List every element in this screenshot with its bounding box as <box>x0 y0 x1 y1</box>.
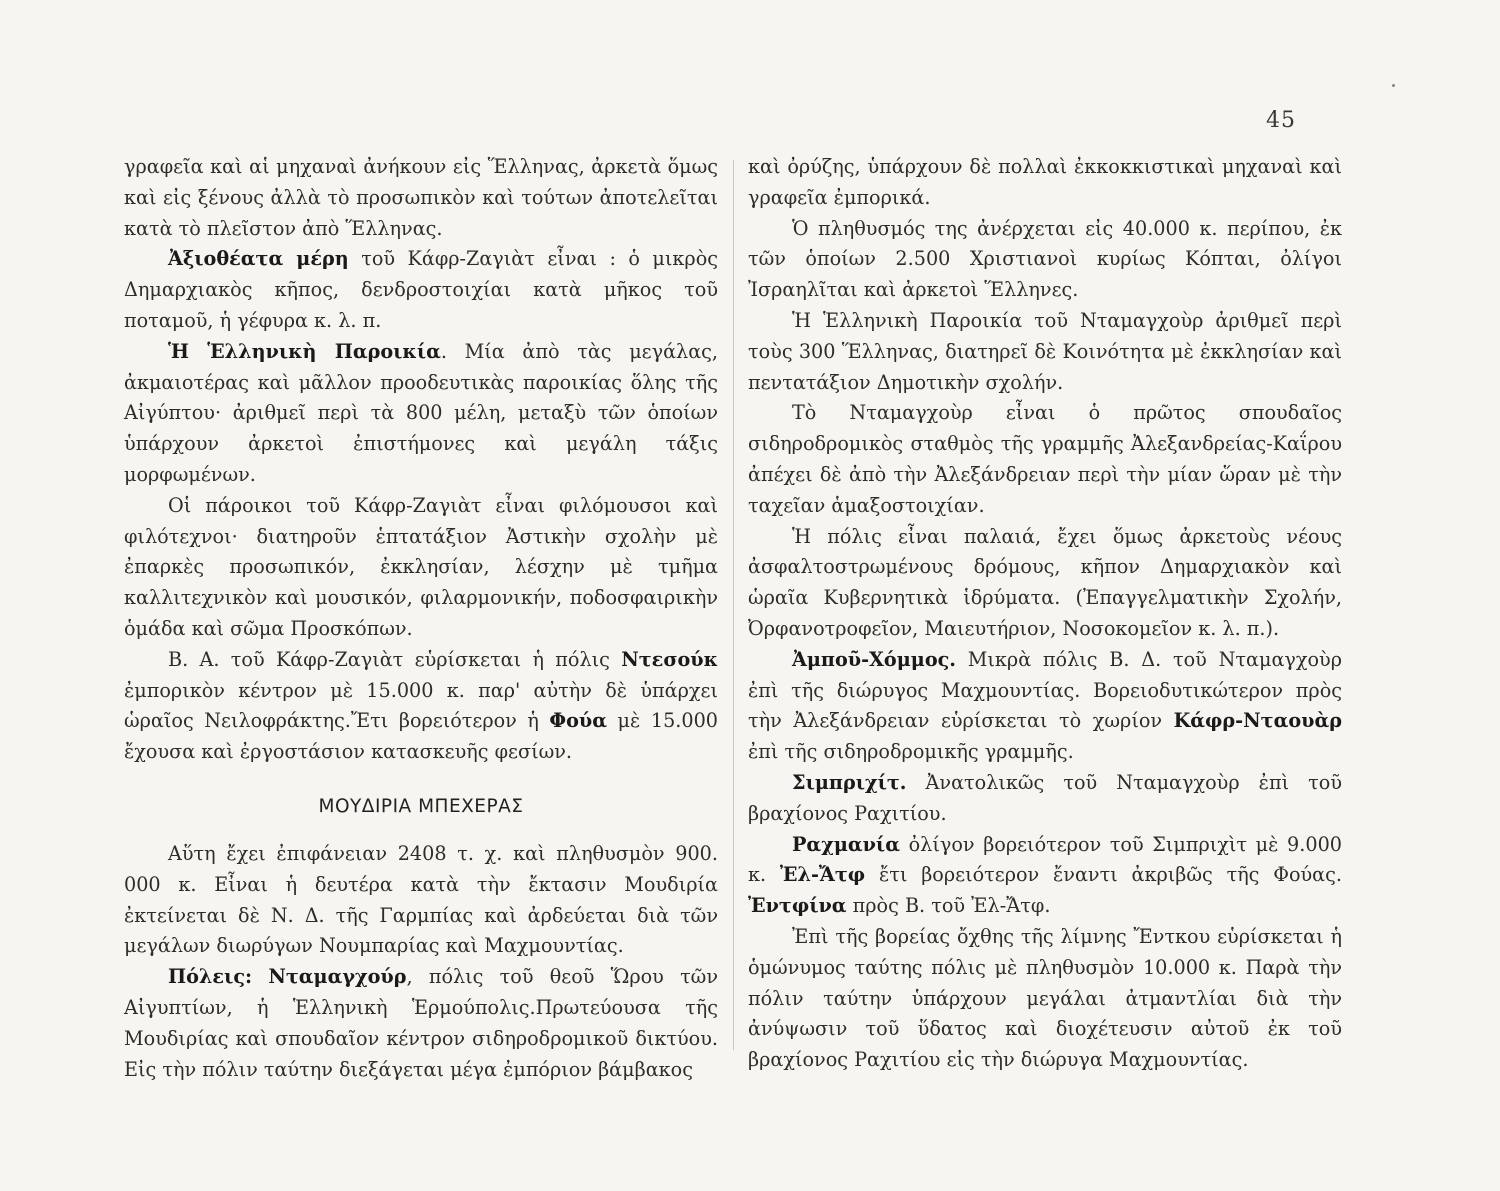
right-p8-bold-2: Ἐλ-Ἄτφ <box>779 863 866 887</box>
right-p6-bold-1: Ἀμποῦ-Χόμμος. <box>792 647 956 671</box>
right-column <box>748 152 1342 1076</box>
right-p8-text-a: ὀλίγον βορειότερον τοῦ Σιμπριχὶτ μὲ 9.000 κ. <box>748 832 1342 887</box>
right-p2-text: Ὁ πληθυσμός της ἀνέρχεται εἰς 40.000 κ. περίπου, ἐκ τῶν ὁποίων 2.500 Χριστιανοὶ κυρίως Κόπται, ὀλίγοι Ἰσραηλῖται καὶ ἀρκετοὶ Ἕλληνες. <box>748 216 1342 302</box>
left-paragraph-3 <box>124 337 718 491</box>
left-column <box>124 152 718 1085</box>
left-p7-text-a <box>252 965 268 988</box>
left-p4-text: Οἱ πάροικοι τοῦ Κάφρ-Ζαγιὰτ εἶναι φιλόμουσοι καὶ φιλότεχνοι· διατηροῦν ἑπτατάξιον Ἀστικὴν σχολὴν μὲ ἐπαρκὲς προσωπικόν, ἐκκλησίαν, λέσχην μὲ τμῆμα καλλιτεχνικὸν καὶ μουσικόν, φιλαρμονικήν, ποδοσφαιρικὴν ὁμάδα καὶ σῶμα Προσκόπων. <box>124 493 718 640</box>
left-p5-text-c: μὲ 15.000 ἔχουσα καὶ ἐργοστάσιον κατασκευῆς φεσίων. <box>124 709 718 764</box>
left-p5-bold-2: Φούα <box>549 709 608 733</box>
left-p5-bold-1: Ντεσούκ <box>621 647 718 671</box>
section-heading: ΜΟΥΔΙΡΙΑ ΜΠΕΧΕΡΑΣ <box>318 795 524 817</box>
right-paragraph-1 <box>748 152 1342 214</box>
right-p8-bold-3: Ἐντφίνα <box>748 894 847 918</box>
left-p2-bold: Ἀξιοθέατα μέρη <box>168 247 349 271</box>
left-paragraph-5 <box>124 645 718 768</box>
right-p5-text: Ἡ πόλις εἶναι παλαιά, ἔχει ὅμως ἀρκετοὺς νέους ἀσφαλτοστρωμένους δρόμους, κῆπον Δημαρχιακὸν καὶ ὡραῖα Κυβερνητικὰ ἱδρύματα. (Ἐπαγγελματικὴν Σχολήν, Ὀρφανοτροφεῖον, Μαιευτήριον, Νοσοκομεῖον κ. λ. π.). <box>748 524 1342 640</box>
left-paragraph-6 <box>124 839 718 962</box>
right-paragraph-7 <box>748 768 1342 830</box>
right-p6-bold-2: Κάφρ-Νταουὰρ <box>1173 709 1342 733</box>
left-paragraph-1 <box>124 152 718 244</box>
print-speck <box>1392 84 1395 87</box>
left-p5-text-b: ἐμπορικὸν κέντρον μὲ 15.000 κ. παρ' αὐτὴν δὲ ὑπάρχει ὡραῖος Νειλοφράκτης.Ἔτι βορειότερον ἡ <box>124 678 718 733</box>
right-paragraph-5 <box>748 522 1342 645</box>
left-p5-text-a: Β. Α. τοῦ Κάφρ-Ζαγιὰτ εὑρίσκεται ἡ πόλις <box>168 647 622 671</box>
right-paragraph-9 <box>748 922 1342 1076</box>
right-p8-text-c: πρὸς Β. τοῦ Ἐλ-Ἄτφ. <box>846 894 1051 918</box>
column-divider <box>733 160 734 1050</box>
left-p6-text: Αὕτη ἔχει ἐπιφάνειαν 2408 τ. χ. καὶ πληθυσμὸν 900. 000 κ. Εἶναι ἡ δευτέρα κατὰ τὴν ἔκτασιν Μουδιρία ἐκτείνεται δὲ Ν. Δ. τῆς Γαρμπίας καὶ ἀρδεύεται διὰ τῶν μεγάλων διωρύγων Νουμπαρίας καὶ Μαχμουντίας. <box>124 841 718 958</box>
left-p7-text-b: , πόλις τοῦ θεοῦ Ὥρου τῶν Αἰγυπτίων, ἡ Ἑλληνικὴ Ἑρμούπολις.Πρωτεύουσα τῆς Μουδιρίας καὶ σπουδαῖον κέντρον σιδηροδρομικοῦ δικτύου. Εἰς τὴν πόλιν ταύτην διεξάγεται μέγα ἐμπόριον βάμβακος <box>124 965 718 1081</box>
left-paragraph-2 <box>124 244 718 336</box>
right-p6-text-a: Μικρὰ πόλις Β. Δ. τοῦ Νταμαγχοὺρ ἐπὶ τῆς διώρυγος Μαχμουντίας. Βορειοδυτικώτερον πρὸς τὴν Ἀλεξάνδρειαν εὑρίσκεται τὸ χωρίον <box>748 647 1342 733</box>
right-paragraph-6 <box>748 645 1342 768</box>
right-p6-text-b: ἐπὶ τῆς σιδηροδρομικῆς γραμμῆς. <box>748 740 1074 764</box>
left-paragraph-7 <box>124 962 718 1085</box>
left-p7-bold-2: Νταμαγχούρ <box>268 965 407 989</box>
left-p3-bold: Ἡ Ἑλληνικὴ Παροικία <box>168 339 441 363</box>
left-p1-text: γραφεῖα καὶ αἱ μηχαναὶ ἀνήκουν εἰς Ἕλληνας, ἀρκετὰ ὅμως καὶ εἰς ξένους ἀλλὰ τὸ προσωπικὸν καὶ τούτων ἀποτελεῖται κατὰ τὸ πλεῖστον ἀπὸ Ἕλληνας. <box>124 155 718 240</box>
left-paragraph-4 <box>124 491 718 645</box>
right-p8-text-b: ἔτι βορειότερον ἔναντι ἀκριβῶς τῆς Φούας. <box>865 863 1342 887</box>
left-p2-text: τοῦ Κάφρ-Ζαγιὰτ εἶναι : ὁ μικρὸς Δημαρχιακὸς κῆπος, δενδροστοιχίαι κατὰ μῆκος τοῦ ποταμοῦ, ἡ γέφυρα κ. λ. π. <box>124 247 718 332</box>
right-p8-bold-1: Ραχμανία <box>792 832 900 856</box>
right-p9-text: Ἐπὶ τῆς βορείας ὄχθης τῆς λίμνης Ἔντκου εὑρίσκεται ἡ ὁμώνυμος ταύτης πόλις μὲ πληθυσμὸν 10.000 κ. Παρὰ τὴν πόλιν ταύτην ὑπάρχουν μεγάλαι ἀτμαντλίαι διὰ τὴν ἀνύψωσιν τοῦ ὕδατος καὶ διοχέτευσιν αὐτοῦ ἐκ τοῦ βραχίονος Ραχιτίου εἰς τὴν διώρυγα Μαχμουντίας. <box>748 924 1342 1072</box>
right-paragraph-4 <box>748 398 1342 521</box>
right-p7-text: Ἀνατολικῶς τοῦ Νταμαγχοὺρ ἐπὶ τοῦ βραχίονος Ραχιτίου. <box>748 770 1342 825</box>
right-p1-text: καὶ ὀρύζης, ὑπάρχουν δὲ πολλαὶ ἐκκοκκιστικαὶ μηχαναὶ καὶ γραφεῖα ἐμπορικά. <box>748 155 1342 209</box>
page-number: 45 <box>1266 108 1296 133</box>
right-p4-text: Τὸ Νταμαγχοὺρ εἶναι ὁ πρῶτος σπουδαῖος σιδηροδρομικὸς σταθμὸς τῆς γραμμῆς Ἀλεξανδρείας-Καΐρου ἀπέχει δὲ ἀπὸ τὴν Ἀλεξάνδρειαν περὶ τὴν μίαν ὥραν μὲ τὴν ταχεῖαν ἁμαξοστοιχίαν. <box>748 401 1342 517</box>
right-p3-text: Ἡ Ἑλληνικὴ Παροικία τοῦ Νταμαγχοὺρ ἀριθμεῖ περὶ τοὺς 300 Ἕλληνας, διατηρεῖ δὲ Κοινότητα μὲ ἐκκλησίαν καὶ πεντατάξιον Δημοτικὴν σχολήν. <box>748 308 1342 394</box>
left-p3-text: . Μία ἀπὸ τὰς μεγάλας, ἀκμαιοτέρας καὶ μᾶλλον προοδευτικὰς παροικίας ὅλης τῆς Αἰγύπτου· ἀριθμεῖ περὶ τὰ 800 μέλη, μεταξὺ τῶν ὁποίων ὑπάρχουν ἀρκετοὶ ἐπιστήμονες καὶ μεγάλη τάξις μορφωμένων. <box>124 339 718 486</box>
right-paragraph-8 <box>748 830 1342 922</box>
right-paragraph-2 <box>748 214 1342 306</box>
right-paragraph-3 <box>748 306 1342 398</box>
left-p7-bold-1: Πόλεις: <box>168 965 253 989</box>
right-p7-bold: Σιμπριχίτ. <box>792 770 907 794</box>
